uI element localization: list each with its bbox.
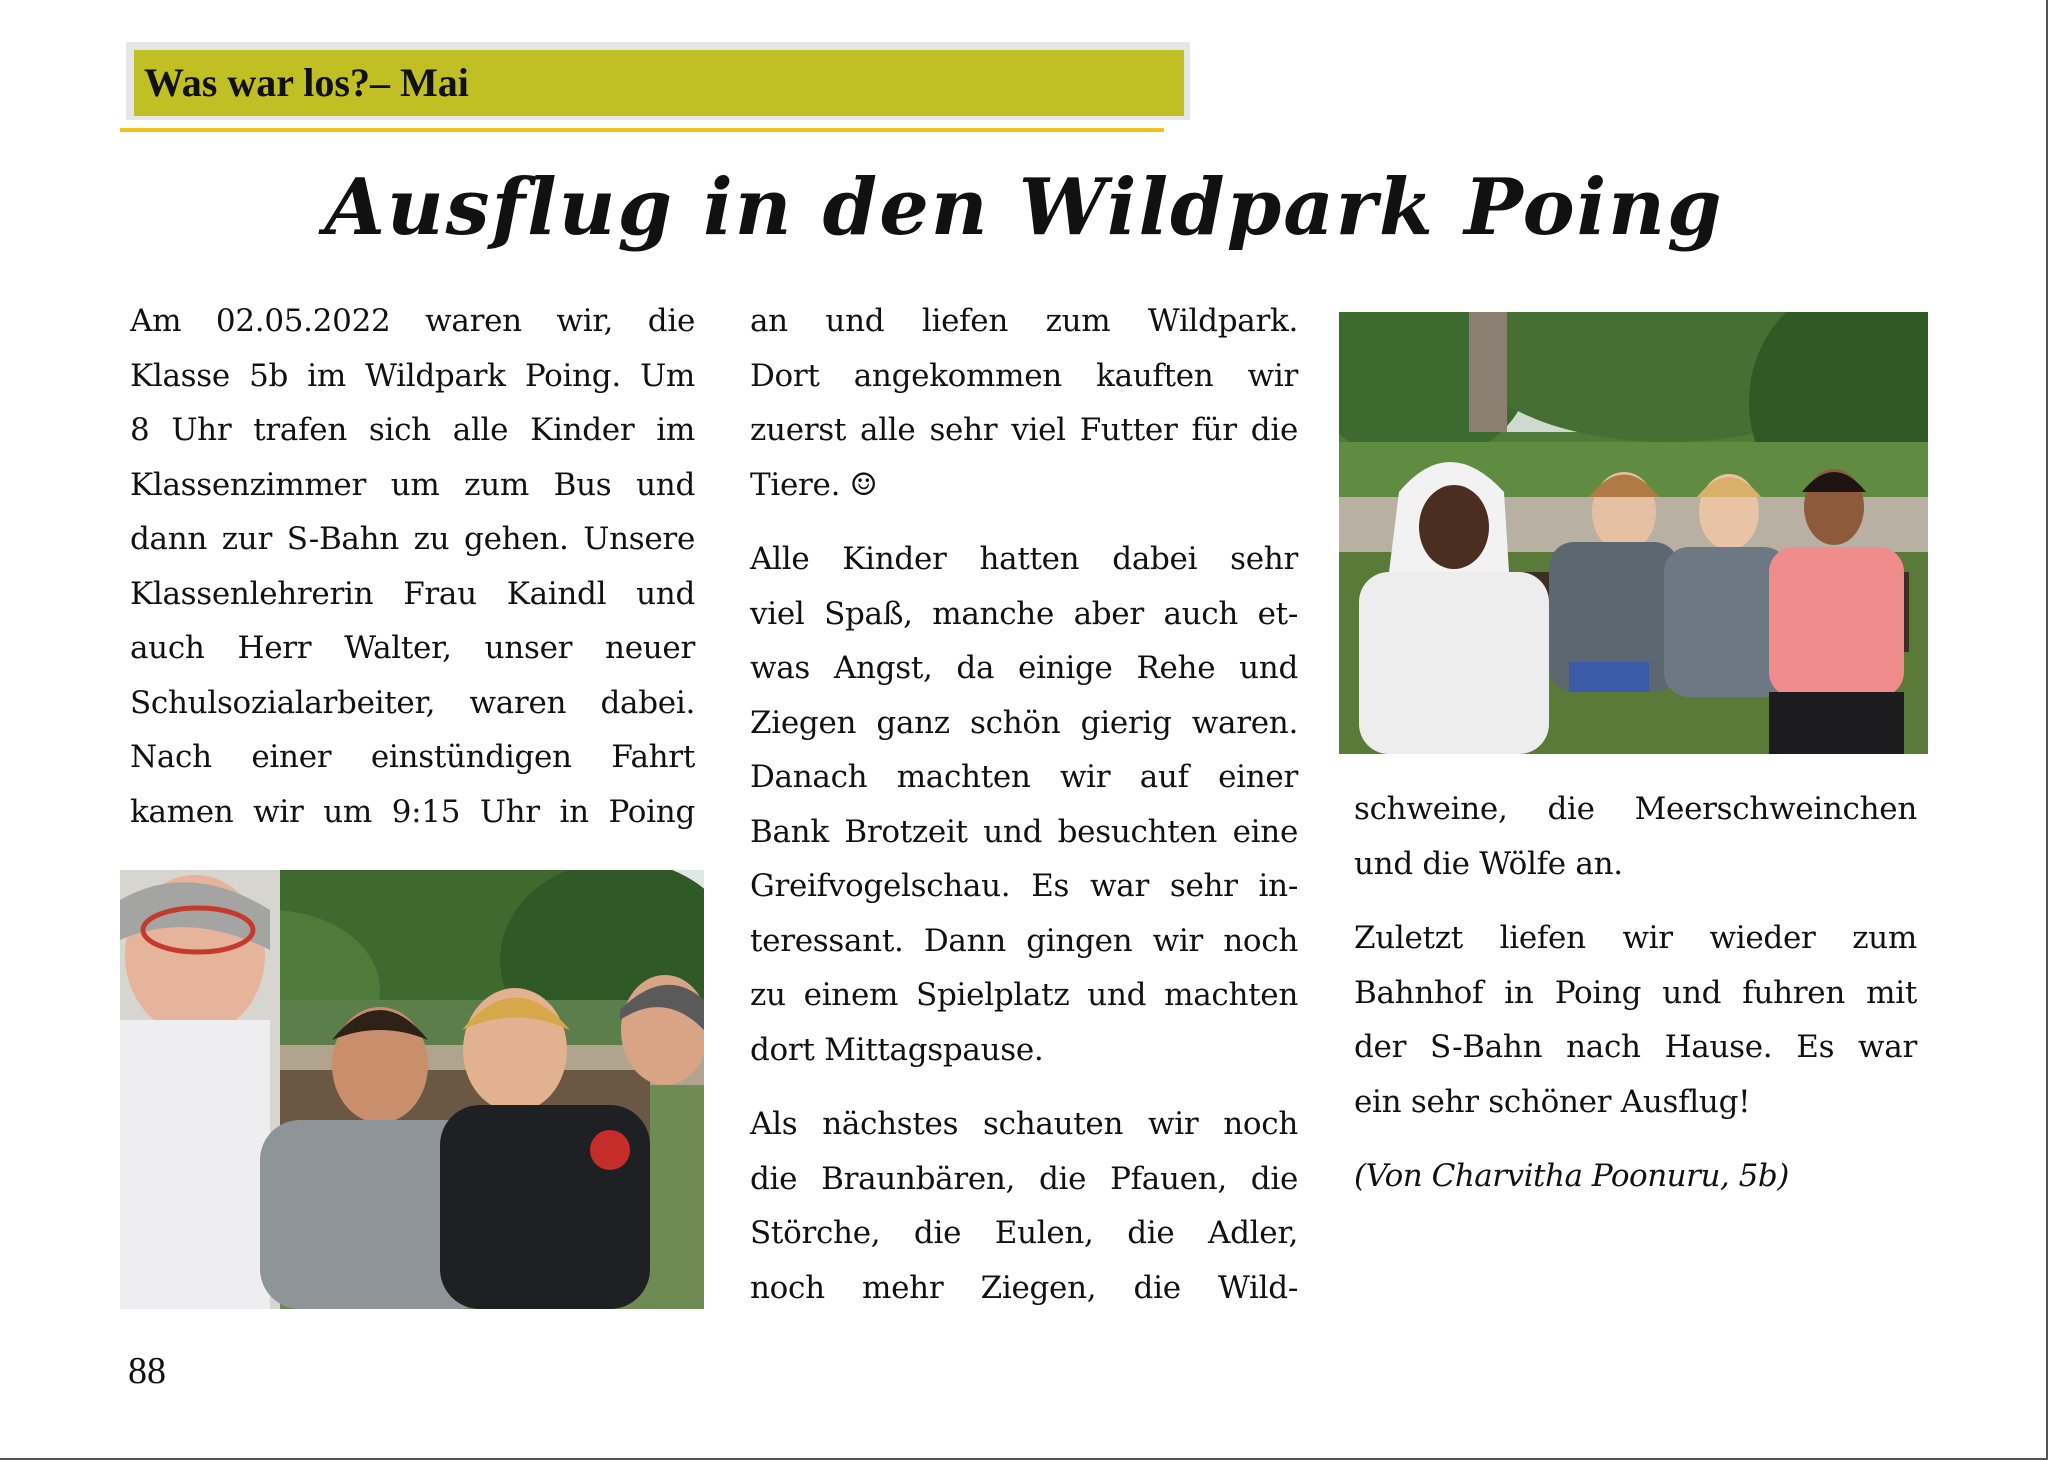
text-line: Alle Kinder hatten dabei sehr [750, 541, 1298, 577]
text-line: Bank Brotzeit und besuchten eine [750, 813, 1298, 850]
text-line: der S-Bahn nach Hause. Es war [1354, 1029, 1917, 1065]
text-line: Als nächstes schauten wir noch [750, 1106, 1298, 1142]
text-line: Störche, die Eulen, die Adler, [750, 1215, 1298, 1251]
text-column-2 [750, 294, 1298, 1315]
text-line: Klassenzimmer um zum Bus und [130, 466, 695, 503]
text-line: dann zur S-Bahn zu gehen. Unsere [130, 521, 695, 557]
text-line: Am 02.05.2022 waren wir, die [130, 303, 695, 339]
text-line: Klassenlehrerin Frau Kaindl und [130, 575, 695, 612]
text-line: zuerst alle sehr viel Futter für die [750, 412, 1298, 448]
text-line: was Angst, da einige Rehe und [750, 650, 1298, 686]
article-headline: Ausflug in den Wildpark Poing [324, 162, 1724, 253]
text-line: Dort angekommen kauften wir [750, 357, 1298, 394]
text-line: kamen wir um 9:15 Uhr in Poing [130, 793, 695, 830]
photo-image [120, 870, 704, 1309]
text-line: ein sehr schöner Ausflug! [1354, 1083, 1751, 1120]
text-line: Ziegen ganz schön gierig waren. [750, 704, 1298, 741]
text-line: Tiere. ☺ [750, 466, 878, 503]
text-line: Greifvogelschau. Es war sehr in- [750, 868, 1298, 904]
text-line: dort Mittagspause. [750, 1031, 1044, 1068]
paragraph [750, 294, 1298, 512]
text-line: auch Herr Walter, unser neuer [130, 630, 695, 666]
photo-class-group-boys [120, 870, 704, 1309]
text-line: die Braunbären, die Pfauen, die [750, 1160, 1298, 1197]
paragraph [750, 532, 1298, 1077]
section-label: Was war los?– Mai [134, 50, 1184, 116]
text-line: Klasse 5b im Wildpark Poing. Um [130, 357, 695, 394]
text-line: teressant. Dann gingen wir noch [750, 922, 1298, 959]
author-byline: (Von Charvitha Poonuru, 5b) [1354, 1158, 1789, 1194]
text-line: an und liefen zum Wildpark. [750, 303, 1298, 339]
text-line: zu einem Spielplatz und machten [750, 977, 1298, 1013]
text-line: und die Wölfe an. [1354, 845, 1623, 882]
text-column-3 [1354, 782, 1917, 1203]
text-line: 8 Uhr trafen sich alle Kinder im [130, 412, 695, 448]
text-line: Danach machten wir auf einer [750, 759, 1298, 795]
text-line: noch mehr Ziegen, die Wild- [750, 1269, 1298, 1306]
text-line: Bahnhof in Poing und fuhren mit [1354, 974, 1917, 1011]
text-column-1 [130, 294, 695, 839]
text-line: Zuletzt liefen wir wieder zum [1354, 920, 1917, 956]
page-number: 88 [128, 1350, 166, 1392]
section-divider [120, 128, 1164, 132]
paragraph [1354, 911, 1917, 1129]
paragraph [1354, 782, 1917, 891]
text-line: viel Spaß, manche aber auch et- [750, 595, 1298, 632]
photo-image [1339, 312, 1928, 754]
text-line: schweine, die Meerschweinchen [1354, 791, 1917, 827]
paragraph [130, 294, 695, 839]
text-line: Nach einer einstündigen Fahrt [130, 739, 695, 775]
paragraph [750, 1097, 1298, 1315]
text-line: Schulsozialarbeiter, waren dabei. [130, 684, 695, 721]
photo-class-group-girls [1339, 312, 1928, 754]
